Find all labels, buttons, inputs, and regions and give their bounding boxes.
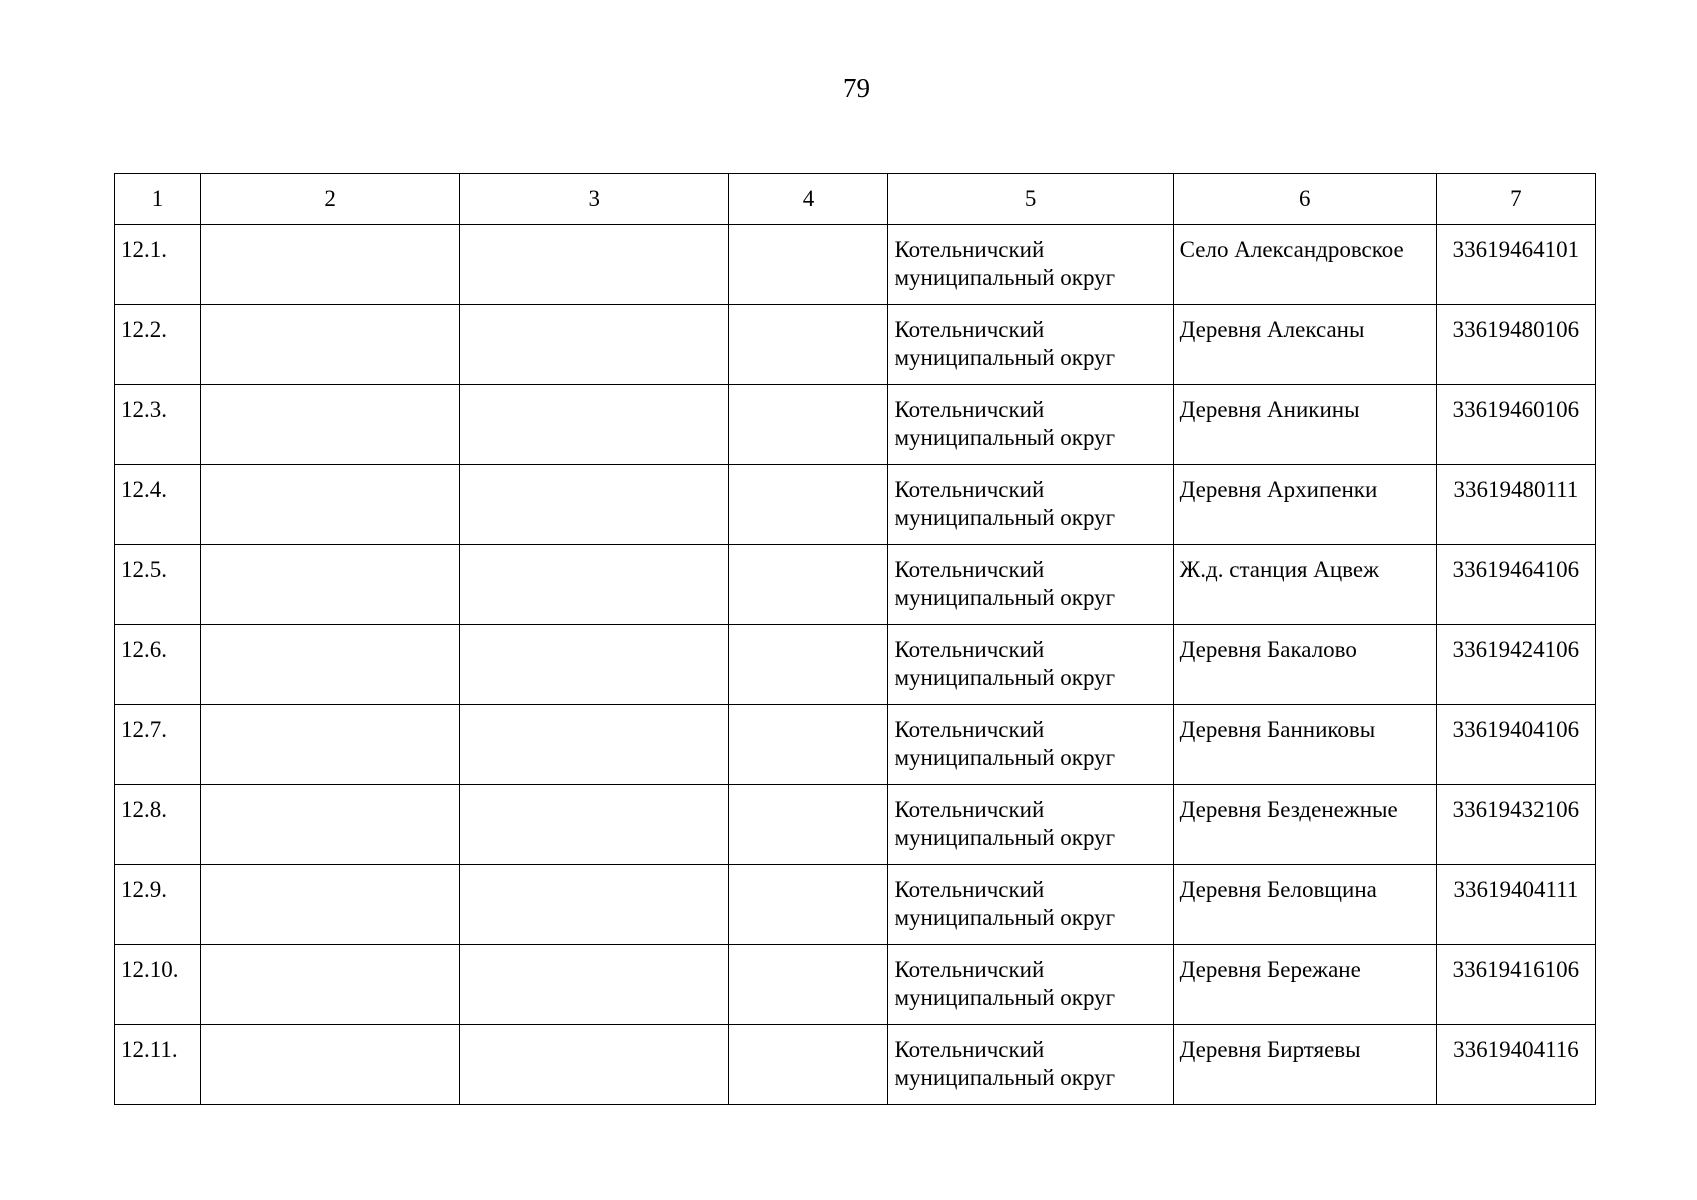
page-number: 79: [843, 73, 870, 103]
empty-cell: [460, 865, 729, 945]
table-row: [115, 545, 1596, 625]
municipality-cell: Котельничский муниципальный округ: [888, 705, 1173, 785]
settlement-cell: Деревня Аникины: [1173, 385, 1436, 465]
settlement-cell: Деревня Банниковы: [1173, 705, 1436, 785]
oktmo-code-cell: 33619480111: [1436, 465, 1595, 545]
table-row: [115, 305, 1596, 385]
empty-cell: [460, 1025, 729, 1105]
oktmo-code-cell: 33619432106: [1436, 785, 1595, 865]
settlement-cell: Деревня Безденежные: [1173, 785, 1436, 865]
empty-cell: [201, 305, 460, 385]
empty-cell: [460, 225, 729, 305]
oktmo-code-cell: 33619416106: [1436, 945, 1595, 1025]
row-index-cell: 12.2.: [115, 305, 201, 385]
table-row: [115, 385, 1596, 465]
empty-cell: [201, 465, 460, 545]
oktmo-code-cell: 33619480106: [1436, 305, 1595, 385]
empty-cell: [460, 465, 729, 545]
column-number-1: 1: [115, 174, 201, 225]
row-index-cell: 12.6.: [115, 625, 201, 705]
empty-cell: [729, 1025, 888, 1105]
empty-cell: [201, 705, 460, 785]
municipality-cell: Котельничский муниципальный округ: [888, 305, 1173, 385]
row-index-cell: 12.8.: [115, 785, 201, 865]
table-row: [115, 705, 1596, 785]
empty-cell: [201, 225, 460, 305]
row-index-cell: 12.9.: [115, 865, 201, 945]
empty-cell: [460, 305, 729, 385]
oktmo-code-cell: 33619424106: [1436, 625, 1595, 705]
empty-cell: [201, 1025, 460, 1105]
table-row: [115, 785, 1596, 865]
municipality-cell: Котельничский муниципальный округ: [888, 385, 1173, 465]
empty-cell: [201, 865, 460, 945]
settlement-cell: Деревня Бережане: [1173, 945, 1436, 1025]
column-number-7: 7: [1436, 174, 1595, 225]
settlement-cell: Деревня Беловщина: [1173, 865, 1436, 945]
empty-cell: [729, 625, 888, 705]
column-number-2: 2: [201, 174, 460, 225]
municipality-cell: Котельничский муниципальный округ: [888, 865, 1173, 945]
column-number-4: 4: [729, 174, 888, 225]
empty-cell: [729, 865, 888, 945]
settlement-cell: Ж.д. станция Ацвеж: [1173, 545, 1436, 625]
settlement-cell: Деревня Биртяевы: [1173, 1025, 1436, 1105]
oktmo-code-cell: 33619404106: [1436, 705, 1595, 785]
table-row: [115, 945, 1596, 1025]
table-row: [115, 625, 1596, 705]
empty-cell: [201, 785, 460, 865]
row-index-cell: 12.7.: [115, 705, 201, 785]
column-number-6: 6: [1173, 174, 1436, 225]
column-number-3: 3: [460, 174, 729, 225]
row-index-cell: 12.11.: [115, 1025, 201, 1105]
empty-cell: [729, 225, 888, 305]
municipality-cell: Котельничский муниципальный округ: [888, 785, 1173, 865]
empty-cell: [729, 785, 888, 865]
municipality-cell: Котельничский муниципальный округ: [888, 225, 1173, 305]
oktmo-code-cell: 33619404116: [1436, 1025, 1595, 1105]
empty-cell: [201, 545, 460, 625]
row-index-cell: 12.10.: [115, 945, 201, 1025]
row-index-cell: 12.5.: [115, 545, 201, 625]
column-number-5: 5: [888, 174, 1173, 225]
empty-cell: [729, 945, 888, 1025]
empty-cell: [460, 385, 729, 465]
empty-cell: [460, 705, 729, 785]
empty-cell: [460, 785, 729, 865]
empty-cell: [201, 625, 460, 705]
municipality-cell: Котельничский муниципальный округ: [888, 1025, 1173, 1105]
settlements-table: [114, 173, 1596, 1105]
municipality-cell: Котельничский муниципальный округ: [888, 545, 1173, 625]
municipality-cell: Котельничский муниципальный округ: [888, 945, 1173, 1025]
row-index-cell: 12.1.: [115, 225, 201, 305]
municipality-cell: Котельничский муниципальный округ: [888, 465, 1173, 545]
row-index-cell: 12.4.: [115, 465, 201, 545]
empty-cell: [460, 545, 729, 625]
oktmo-code-cell: 33619464101: [1436, 225, 1595, 305]
empty-cell: [201, 385, 460, 465]
table-row: [115, 465, 1596, 545]
empty-cell: [201, 945, 460, 1025]
settlement-cell: Деревня Архипенки: [1173, 465, 1436, 545]
table-row: [115, 865, 1596, 945]
table-header-row: [115, 174, 1596, 225]
oktmo-code-cell: 33619460106: [1436, 385, 1595, 465]
settlement-cell: Деревня Бакалово: [1173, 625, 1436, 705]
empty-cell: [729, 545, 888, 625]
empty-cell: [729, 305, 888, 385]
row-index-cell: 12.3.: [115, 385, 201, 465]
empty-cell: [460, 625, 729, 705]
oktmo-code-cell: 33619464106: [1436, 545, 1595, 625]
empty-cell: [729, 465, 888, 545]
settlement-cell: Деревня Алексаны: [1173, 305, 1436, 385]
empty-cell: [729, 705, 888, 785]
oktmo-code-cell: 33619404111: [1436, 865, 1595, 945]
municipality-cell: Котельничский муниципальный округ: [888, 625, 1173, 705]
table-row: [115, 225, 1596, 305]
table-row: [115, 1025, 1596, 1105]
empty-cell: [460, 945, 729, 1025]
empty-cell: [729, 385, 888, 465]
settlement-cell: Село Александровское: [1173, 225, 1436, 305]
